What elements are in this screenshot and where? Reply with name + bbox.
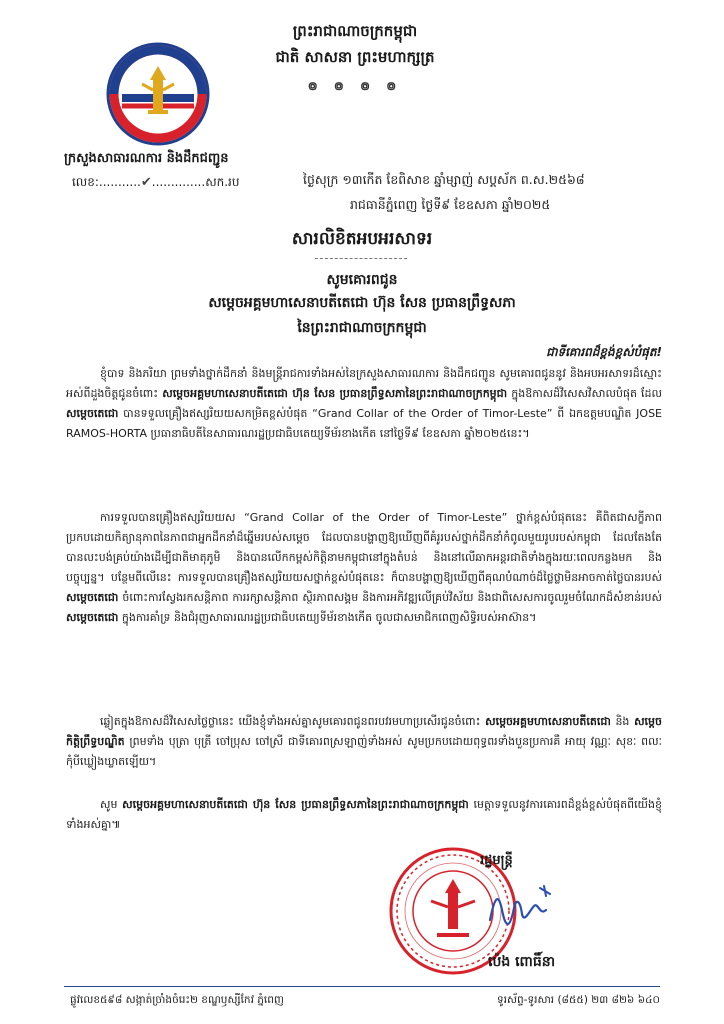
recipient-line-3: នៃព្រះរាជាណាចក្រកម្ពុជា: [297, 320, 427, 336]
p2-text-c: ចំពោះការស្វែងរកសន្តិភាព ការរក្សាសន្តិភាព ស្ថិរភាពសង្គម និងការអភិវឌ្ឍលើគ្រប់វិស័យ និងជាពិសេសការចូលរួមចំណែកដ៏សំខាន់របស់: [118, 591, 662, 604]
p1-text-a: ខ្ញុំបាទ និងភរិយា ព្រមទាំងថ្នាក់ដឹកនាំ និងមន្ត្រីរាជការទាំងអស់នៃក្រសួងសាធារណការ និងដឹកជញ្ជូន សូមគោរពជូននូវ និងអបអរសាទរដ៏ស្មោះអស់ពីដួងចិត្តជូនចំពោះ: [66, 367, 662, 400]
signatory-name: ប៉េង ពោធិ៍នា: [488, 954, 556, 970]
p4-text-c: មេត្តាទទួលនូវការគោរពដ៏ខ្ពង់ខ្ពស់បំផុតពីយើងខ្ញុំទាំងអស់គ្នា៕: [66, 798, 663, 831]
ministry-logo-icon: [104, 40, 212, 148]
p2-text-e: ក្នុងការគាំទ្រ និងជំរុញសាធារណរដ្ឋប្រជាធិបតេយ្យទីម័រខាងកើត ចូលជាសមាជិកពេញសិទ្ធិរបស់អាស៊ាន។: [118, 611, 537, 624]
p4-text-a: សូម: [100, 798, 123, 811]
paragraph-3: [66, 712, 662, 772]
p3-text-e: ព្រមទាំង បុត្រា បុត្រី ចៅប្រុស ចៅស្រី ជាទីគោរពស្រឡាញ់ទាំងអស់ សូមប្រកបដោយពុទ្ធពរទាំងបួនប្រការគឺ អាយុ វណ្ណៈ សុខៈ ពលៈ កុំបីឃ្លៀងឃ្លាតឡើយ។: [66, 735, 662, 768]
signatory-title: រដ្ឋមន្ត្រី: [480, 853, 513, 868]
footer-address: ផ្លូវលេខ៥៩៨ សង្កាត់ច្រាំងចំរេះ២ ខណ្ឌឫស្សីកែវ ភ្នំពេញ: [70, 994, 284, 1006]
p2-bold-b: សម្តេចតេជោ: [66, 591, 119, 604]
p3-text-c: និង: [610, 715, 635, 728]
ref-label: លេខ:: [72, 175, 99, 189]
footer-phone: ទូរស័ព្ទ-ទូរសារ (៨៥៥) ២៣ ៨២៦ ៦៤០: [497, 994, 660, 1006]
p4-bold-b: សម្តេចអគ្គមហាសេនាបតីតេជោ ហ៊ុន សែន ប្រធានព្រឹទ្ធសភានៃព្រះរាជាណាចក្រកម្ពុជា: [122, 798, 469, 811]
check-mark-icon: ✔: [140, 175, 152, 190]
p1-bold-b: សម្តេចអគ្គមហាសេនាបតីតេជោ ហ៊ុន សែន ប្រធានព្រឹទ្ធសភានៃព្រះរាជាណាចក្រកម្ពុជា: [162, 387, 508, 400]
lunar-date: ថ្ងៃសុក្រ ១៣កើត ខែពិសាខ ឆ្នាំម្សាញ់ សប្តស័ក ព.ស.២៥៦៨: [303, 172, 585, 187]
p1-bold-d: សម្តេចតេជោ: [66, 407, 119, 420]
recipient-line-1: សូមគោរពជូន: [326, 272, 398, 288]
p3-bold-b: សម្តេចអគ្គមហាសេនាបតីតេជោ: [485, 715, 611, 728]
p1-text-e: បានទទួលគ្រឿងឥស្សរិយយសកម្រិតខ្ពស់បំផុត “Grand Collar of the Order of Timor-Leste” ពី ឯកឧត្តមបណ្ឌិត JOSE RAMOS-HORTA ប្រធានាធិបតីនៃសាធារណរដ្ឋប្រជាធិបតេយ្យទីម័រខាងកើត នៅថ្ងៃទី៩ ខែឧសភា ឆ្នាំ២០២៥នេះ។: [66, 407, 662, 440]
ref-suffix: សក.រប: [205, 175, 240, 189]
ref-dots-2: ..............: [151, 175, 206, 189]
ministry-name: ក្រសួងសាធារណការ និងដឹកជញ្ជូន: [64, 151, 229, 166]
reference-number: [72, 174, 239, 192]
handwritten-signature-icon: [480, 880, 570, 935]
recipient-line-2: សម្តេចអគ្គមហាសេនាបតីតេជោ ហ៊ុន សែន ប្រធានព្រឹទ្ធសភា: [208, 295, 516, 311]
motto-ornament: ៙ ៙ ៙ ៙: [307, 79, 403, 93]
p3-bold-d: សម្តេចកិត្តិព្រឹទ្ធបណ្ឌិត: [66, 715, 662, 748]
footer-divider: [64, 986, 660, 987]
p1-text-c: ក្នុងឱកាសដ៏វិសេសវិសាលបំផុត ដែល: [507, 387, 662, 400]
paragraph-2: [66, 508, 662, 628]
paragraph-1: [66, 364, 662, 444]
kingdom-heading: ព្រះរាជាណាចក្រកម្ពុជា: [292, 22, 418, 40]
paragraph-4: [66, 795, 662, 835]
salutation: ជាទីគោរពដ៏ខ្ពង់ខ្ពស់បំផុត!: [546, 345, 662, 359]
title-divider: [315, 258, 407, 259]
ref-dots: ...........: [98, 175, 141, 189]
solar-date: រាជធានីភ្នំពេញ ថ្ងៃទី៩ ខែឧសភា ឆ្នាំ២០២៥: [350, 197, 551, 212]
p2-bold-d: សម្តេចតេជោ: [66, 611, 119, 624]
document-title: សារលិខិតអបអរសាទរ: [291, 229, 433, 249]
national-motto: ជាតិ សាសនា ព្រះមហាក្សត្រ: [275, 48, 435, 66]
p2-text-a: ការទទួលបានគ្រឿងឥស្សរិយយស “Grand Collar of the Order of Timor-Leste” ថ្នាក់ខ្ពស់បំផុតនេះ គឺពិតជាសក្ខីភាពប្រកបដោយកិត្យានុភាពនៃភាពជាអ្នកដឹកនាំដ៏ឆ្នើមរបស់សម្តេច ដែលបានបង្ហាញឱ្យឃើញពីគំរូរបស់ថ្នាក់ដឹកនាំកំពូលមួយរូបរបស់កម្ពុជា ដែលតែងតែបានលះបង់គ្រប់យ៉ាងដើម្បីជាតិមាតុភូមិ និងបានលើកកម្ពស់កិត្តិនាមកម្ពុជានៅក្នុងតំបន់ និងនៅលើឆាកអន្តរជាតិទាំងក្នុងរយៈពេលកន្លងមក និងបច្ចុប្បន្ន។ បន្ថែមពីលើនេះ ការទទួលបានគ្រឿងឥស្សរិយយសថ្នាក់ខ្ពស់បំផុតនេះ ក៏បានបង្ហាញឱ្យឃើញពីគុណបំណាច់ដ៏ថ្លៃថ្លាមិនអាចកាត់ថ្លៃបានរបស់: [66, 511, 662, 584]
p3-text-a: ឆ្លៀតក្នុងឱកាសដ៏វិសេសថ្លៃថ្លានេះ យើងខ្ញុំទាំងអស់គ្នាសូមគោរពជូនពរបវរមហាប្រសើរជូនចំពោះ: [100, 715, 486, 728]
